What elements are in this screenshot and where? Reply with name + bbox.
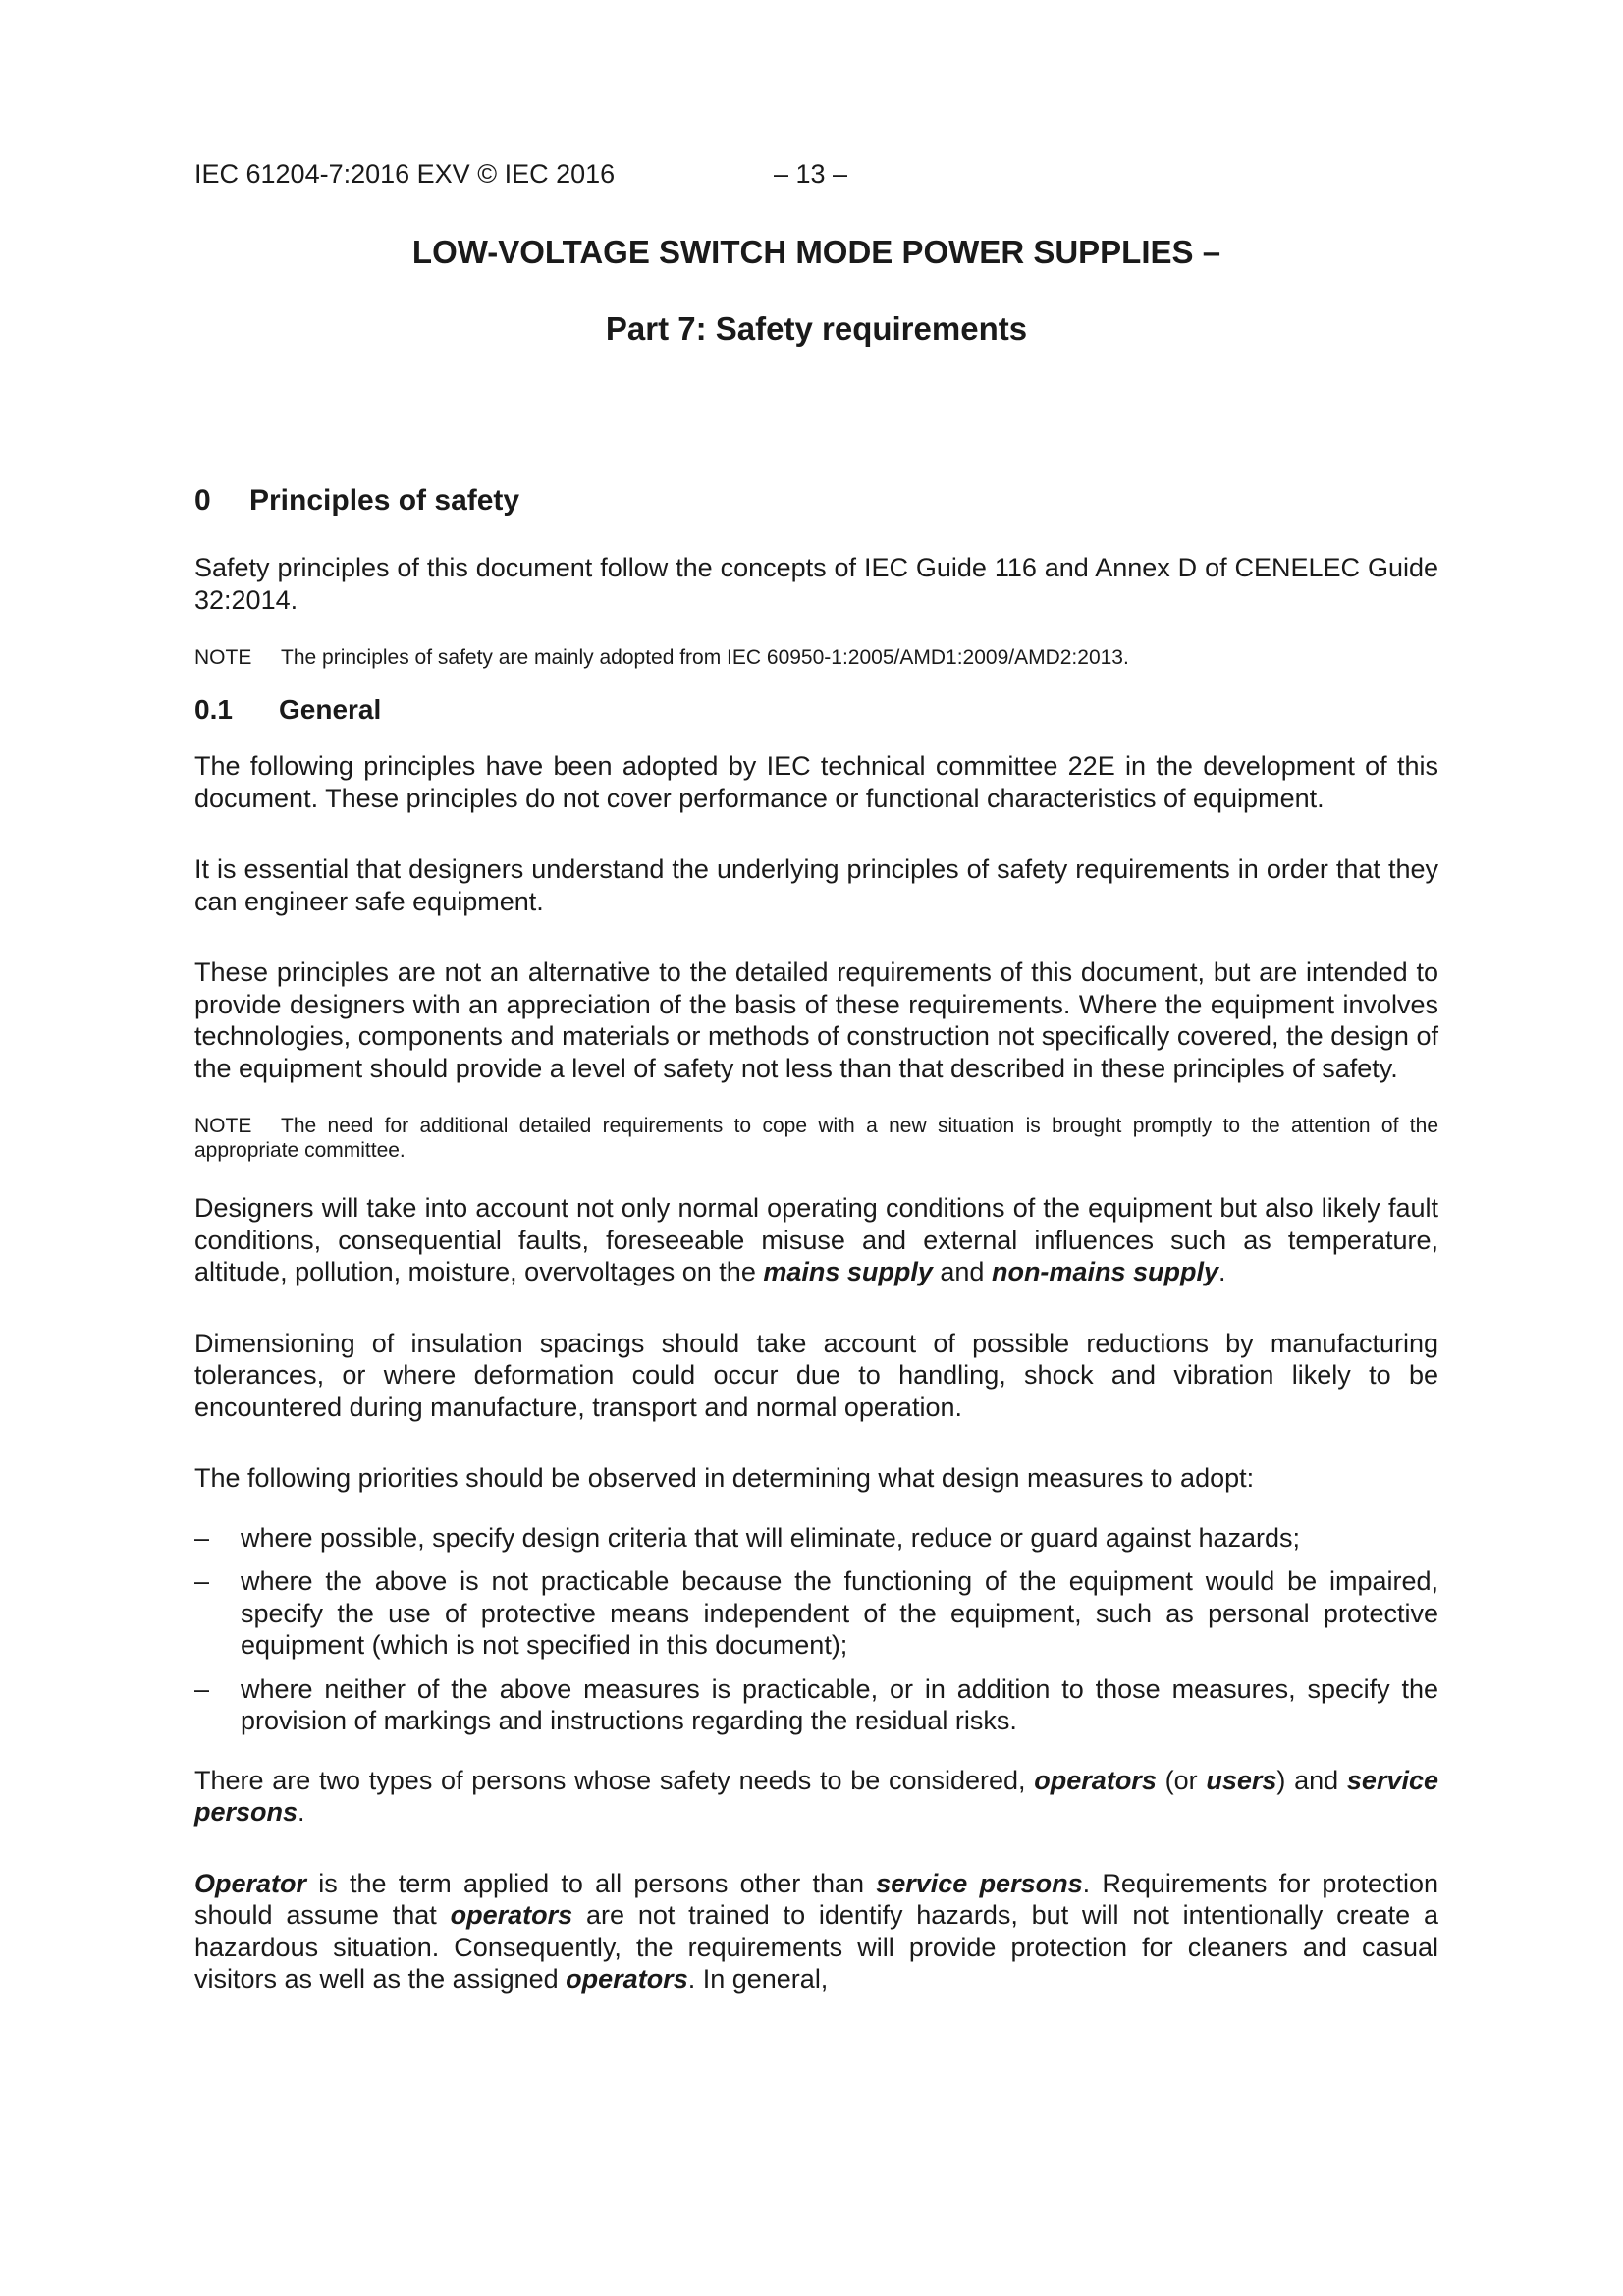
list-item: [194, 1565, 1438, 1662]
list-item-text: where possible, specify design criteria that will eliminate, reduce or guard against hazards;: [241, 1522, 1301, 1553]
header-page-number: – 13 –: [774, 159, 848, 189]
term-operators: operators: [566, 1964, 688, 1994]
paragraph-operator-definition: [194, 1868, 1438, 1995]
note-label: NOTE: [194, 646, 252, 669]
main-content: [194, 483, 1438, 1995]
note-text: The need for additional detailed requirements to cope with a new situation is brought promptly to the attention of the appropriate committee.: [194, 1115, 1438, 1162]
section-0-1-heading: [194, 693, 1438, 727]
text-run: ) and: [1276, 1765, 1347, 1795]
paragraph-insulation-spacings: Dimensioning of insulation spacings should take account of possible reductions by manufacturing tolerances, or where deformation could occur due to handling, shock and vibration likely to be encountered during manufacture, transport and normal operation.: [194, 1328, 1438, 1422]
text-run: and: [932, 1257, 992, 1286]
text-run: .: [298, 1797, 305, 1827]
note-label: NOTE: [194, 1115, 252, 1137]
text-run: is the term applied to all persons other than: [306, 1868, 877, 1898]
term-service-persons: service persons: [194, 1765, 1438, 1827]
section-0-heading: [194, 483, 1438, 519]
text-run: are not trained to identify hazards, but will not intentionally create a hazardous situation. Consequently, the requirements will provide protection for cleaners and casual visitors as well as the assigned: [194, 1900, 1438, 1994]
text-run: (or: [1156, 1765, 1207, 1795]
text-run: . In general,: [687, 1964, 829, 1994]
term-operators: operators: [1034, 1765, 1157, 1795]
paragraph-designers-understand: It is essential that designers understand the underlying principles of safety requirements in order that they can engineer safe equipment.: [194, 854, 1438, 916]
text-run: There are two types of persons whose safety needs to be considered,: [194, 1765, 1035, 1795]
term-operator: Operator: [194, 1868, 307, 1898]
paragraph-fault-conditions: [194, 1192, 1438, 1288]
section-0-1-number: 0.1: [194, 694, 233, 725]
term-service-persons: service persons: [876, 1868, 1083, 1898]
header-document-id: IEC 61204-7:2016 EXV © IEC 2016: [194, 159, 616, 189]
document-page: [194, 0, 1438, 2296]
note-text: The principles of safety are mainly adopted from IEC 60950-1:2005/AMD1:2009/AMD2:2013.: [281, 646, 1129, 669]
paragraph-two-types-of-persons: [194, 1765, 1438, 1829]
priorities-list: [194, 1522, 1438, 1737]
text-run: .: [1217, 1257, 1226, 1286]
paragraph-not-alternative: These principles are not an alternative to the detailed requirements of this document, but are intended to provide designers with an appreciation of the basis of these requirements. Where the equipment involves technologies, components and materials or methods of construction not specifically covered, the design of the equipment should provide a level of safety not less than that described in these principles of safety.: [194, 957, 1438, 1083]
document-subtitle: Part 7: Safety requirements: [605, 310, 1028, 347]
dash-bullet: –: [194, 1673, 210, 1704]
section-0-1-note: [194, 1114, 1438, 1163]
section-0-paragraph: Safety principles of this document follow the concepts of IEC Guide 116 and Annex D of CENELEC Guide 32:2014.: [194, 553, 1438, 615]
section-0-number: 0: [194, 484, 211, 517]
dash-bullet: –: [194, 1566, 210, 1596]
paragraph-principles-adopted: The following principles have been adopted by IEC technical committee 22E in the development of this document. These principles do not cover performance or functional characteristics of equipment.: [194, 751, 1438, 813]
term-mains-supply: mains supply: [763, 1257, 933, 1286]
text-run: . Requirements for protection should assume that: [194, 1868, 1438, 1930]
section-0-1-title: General: [279, 694, 382, 725]
list-item: [194, 1673, 1438, 1737]
document-title: LOW-VOLTAGE SWITCH MODE POWER SUPPLIES –: [411, 234, 1221, 270]
section-0-note: [194, 645, 1438, 670]
text-run: Designers will take into account not only normal operating conditions of the equipment but also likely fault conditions, consequential faults, foreseeable misuse and external influences such as temperature, altitude, pollution, moisture, overvoltages on the: [194, 1193, 1438, 1286]
term-non-mains-supply: non-mains supply: [991, 1257, 1218, 1286]
section-0-title: Principles of safety: [249, 484, 520, 517]
list-item: [194, 1522, 1438, 1555]
paragraph-priorities-intro: The following priorities should be observed in determining what design measures to adopt:: [194, 1463, 1255, 1493]
dash-bullet: –: [194, 1522, 210, 1553]
term-users: users: [1206, 1765, 1277, 1795]
list-item-text: where the above is not practicable because the functioning of the equipment would be impaired, specify the use of protective means independent of the equipment, such as personal protective equipment (which is not specified in this document);: [241, 1566, 1438, 1660]
term-operators: operators: [450, 1900, 573, 1930]
list-item-text: where neither of the above measures is practicable, or in addition to those measures, specify the provision of markings and instructions regarding the residual risks.: [241, 1673, 1438, 1735]
